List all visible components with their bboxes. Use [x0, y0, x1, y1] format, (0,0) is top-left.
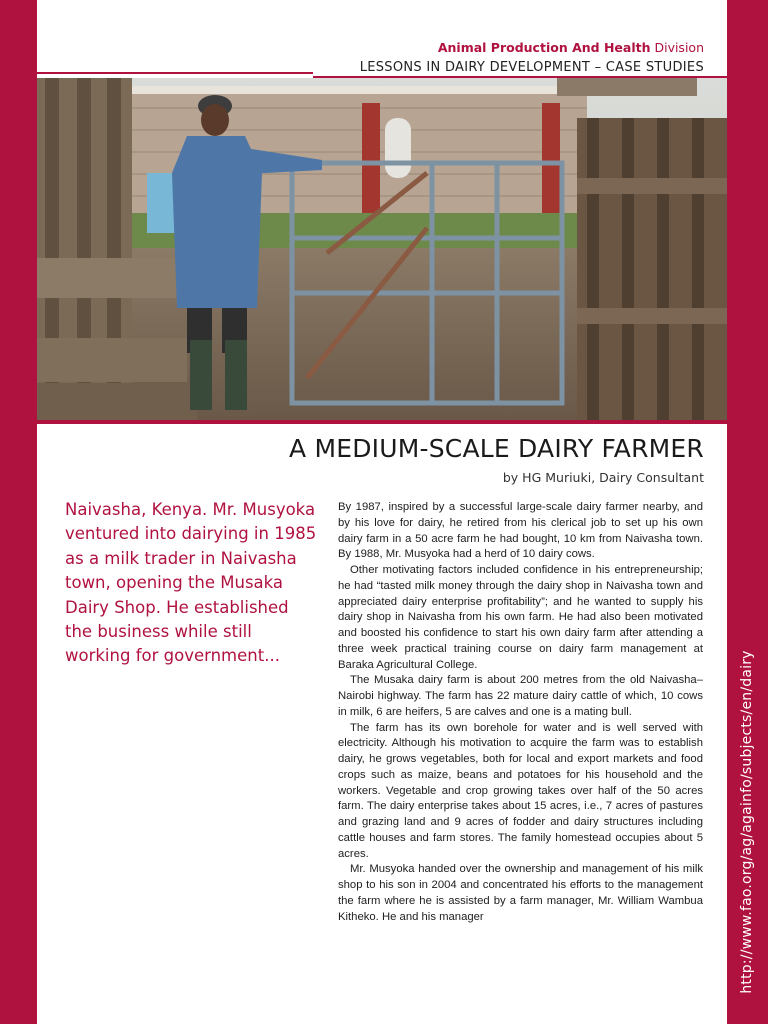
article-byline: by HG Muriuki, Dairy Consultant	[502, 470, 704, 485]
header-rule-left	[37, 72, 313, 74]
body-paragraph: Mr. Musyoka handed over the ownership and management of his milk shop to his son in 2004 and concentrated his efforts to the management the farm where he is assisted by a farm manager, Mr. William Wambua Kitheko. He and his manager	[338, 863, 703, 923]
division-name: Animal Production And Health	[437, 40, 651, 55]
farmer-at-gate-photo	[37, 78, 727, 420]
photo-bottom-rule	[37, 420, 727, 424]
body-paragraph: Other motivating factors included confidence in his entrepreneurship; he had “tasted milk money through the dairy shop in Naivasha town and appreciated dairy enterprise profitability”; and he wanted to supply his dairy shop in Naivasha from his own farm. He had also been motivated and boosted his confidence to start his own dairy farm after attending a three week practical training course on dairy farm management at Baraka Agricultural College.	[338, 564, 703, 671]
body-paragraph: The farm has its own borehole for water and is well served with electricity. Although his motivation to acquire the farm was to establish dairy, he grows vegetables, both for local and export markets and food crops such as maize, beans and potatoes for his household and the workers. Vegetable and crop growing takes over half of the 50 acres farm. The dairy enterprise takes about 15 acres, i.e., 7 acres of pastures and grazing land and 9 acres of fodder and dairy structures including cattle houses and farm stores. The family homestead occupies about 5 acres.	[338, 721, 703, 860]
division-header	[438, 40, 704, 55]
article-title: A MEDIUM-SCALE DAIRY FARMER	[289, 434, 704, 463]
article-body	[338, 500, 703, 925]
division-suffix: Division	[654, 40, 704, 55]
article-intro	[65, 498, 317, 669]
body-paragraph: By 1987, inspired by a successful large-scale dairy farmer nearby, and by his love for dairy, he retired from his clerical job to set up his own dairy farm in a 50 acre farm he had bought, 10 km from Naivasha town. By 1988, Mr. Musyoka had a herd of 10 dairy cows.	[338, 501, 703, 561]
intro-text: Naivasha, Kenya. Mr. Musyoka ventured into dairying in 1985 as a milk trader in Naivasha town, opening the Musaka Dairy Shop. He established the business while still working for government...	[65, 500, 317, 666]
body-paragraph: The Musaka dairy farm is about 200 metres from the old Naivasha–Nairobi highway. The farm has 22 mature dairy cattle of which, 10 cows in milk, 6 are heifers, 5 are calves and one is a mating bull.	[338, 674, 703, 718]
series-title: LESSONS IN DAIRY DEVELOPMENT – CASE STUDIES	[359, 60, 704, 75]
left-accent-band	[0, 0, 37, 1024]
sidebar-url-link[interactable]: http://www.fao.org/ag/againfo/subjects/en/dairy	[739, 650, 755, 994]
